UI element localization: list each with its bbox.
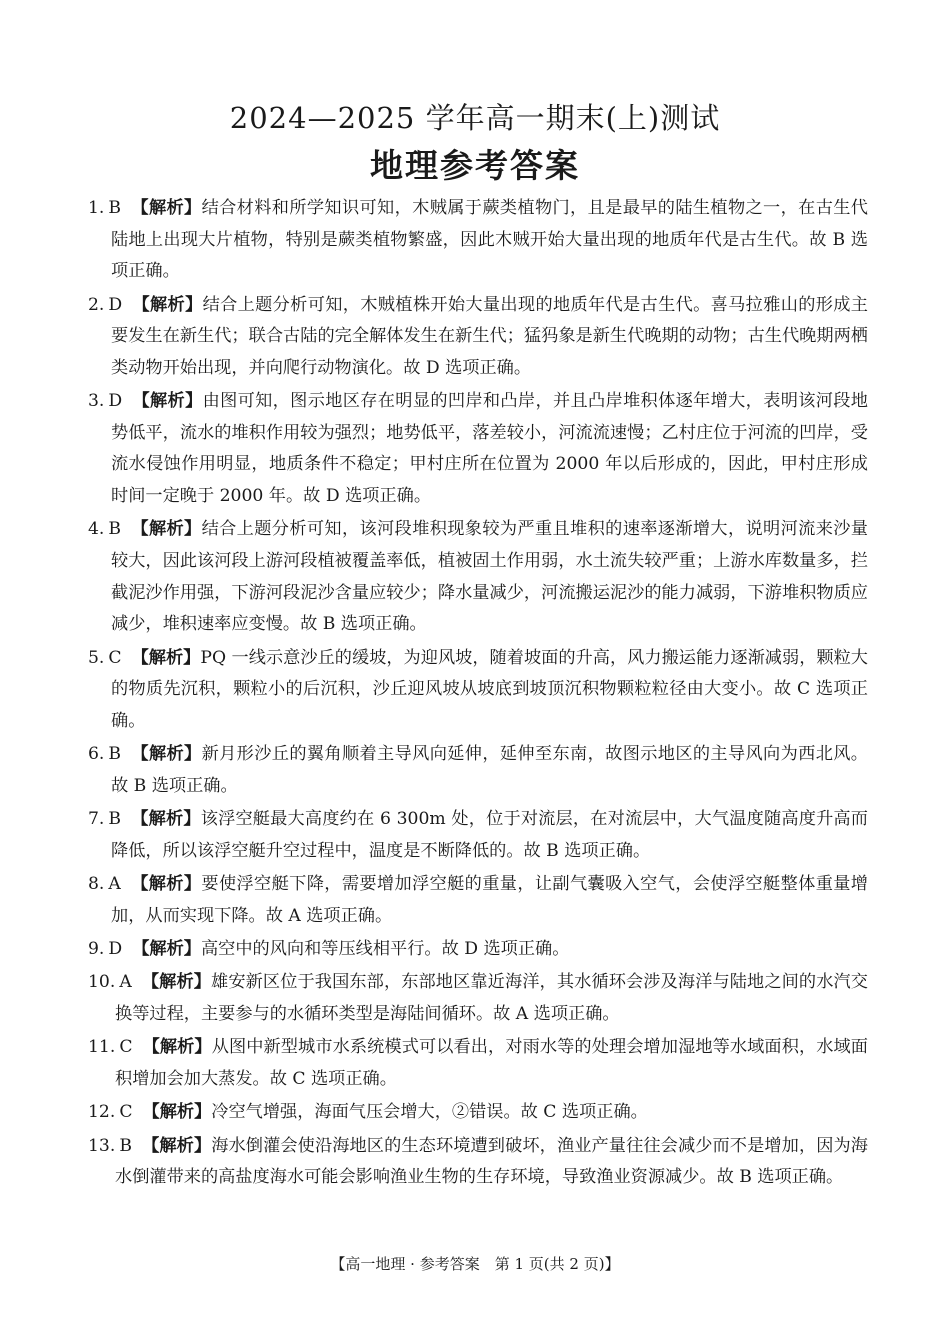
analysis-tag: 【解析】 — [142, 1037, 212, 1058]
answer-item — [88, 869, 868, 932]
answer-choice: B — [108, 744, 122, 765]
answer-paragraph — [88, 739, 868, 802]
page-subtitle: 地理参考答案 — [370, 146, 580, 185]
answer-paragraph — [88, 804, 868, 867]
analysis-tag: 【解析】 — [131, 519, 202, 540]
answer-choice: C — [119, 1037, 133, 1058]
answer-paragraph — [88, 1097, 868, 1129]
answer-item — [88, 1131, 868, 1194]
answer-number: 1. — [88, 198, 105, 218]
analysis-text: PQ 一线示意沙丘的缓坡，为迎风坡，随着坡面的升高，风力搬运能力逐渐减弱，颗粒大的物质先沉积，颗粒小的后沉积，沙丘迎风坡从坡底到坡顶沉积物颗粒粒径由大变小。故 C 选项正确。 — [111, 647, 868, 731]
analysis-tag: 【解析】 — [142, 1102, 212, 1123]
answer-number: 3. — [88, 391, 105, 412]
answer-choice: B — [119, 1135, 132, 1156]
answer-item — [88, 193, 868, 288]
analysis-text: 该浮空艇最大高度约在 6 300m 处，位于对流层，在对流层中，大气温度随高度升高而降低，所以该浮空艇升空过程中，温度是不断降低的。故 B 选项正确。 — [111, 809, 868, 861]
analysis-text: 从图中新型城市水系统模式可以看出，对雨水等的处理会增加湿地等水域面积，水域面积增加会加大蒸发。故 C 选项正确。 — [115, 1037, 868, 1089]
answer-paragraph — [88, 643, 868, 738]
answer-number: 2. — [88, 294, 105, 315]
answer-item — [88, 290, 868, 385]
analysis-text: 结合上题分析可知，该河段堆积现象较为严重且堆积的速率逐渐增大，说明河流来沙量较大，因此该河段上游河段植被覆盖率低，植被固土作用弱，水土流失较严重；上游水库数量多，拦截泥沙作用强，下游河段泥沙含量应较少；降水量减少，河流搬运泥沙的能力减弱，下游堆积物质应减少，堆积速率应变慢。故 B 选项正确。 — [111, 519, 868, 635]
answer-choice: C — [119, 1102, 133, 1123]
analysis-text: 要使浮空艇下降，需要增加浮空艇的重量，让副气囊吸入空气，会使浮空艇整体重量增加，从而实现下降。故 A 选项正确。 — [111, 874, 868, 926]
analysis-tag: 【解析】 — [132, 391, 203, 412]
answer-number: 12. — [88, 1102, 116, 1123]
answer-number: 8. — [88, 874, 105, 895]
answer-choice: B — [108, 809, 122, 830]
analysis-text: 雄安新区位于我国东部，东部地区靠近海洋，其水循环会涉及海洋与陆地之间的水汽交换等过程，主要参与的水循环类型是海陆间循环。故 A 选项正确。 — [115, 972, 868, 1025]
answer-paragraph — [88, 514, 868, 640]
answer-number: 9. — [88, 939, 105, 960]
answer-item — [88, 643, 868, 738]
page-title: 2024—2025 学年高一期末(上)测试 — [229, 101, 721, 135]
answer-number: 7. — [88, 809, 105, 830]
analysis-text: 高空中的风向和等压线相平行。故 D 选项正确。 — [200, 939, 570, 960]
analysis-tag: 【解析】 — [141, 972, 212, 993]
analysis-text: 冷空气增强，海面气压会增大，②错误。故 C 选项正确。 — [211, 1102, 648, 1123]
answer-list — [88, 193, 868, 1196]
answer-paragraph — [88, 1032, 868, 1095]
answer-choice: D — [108, 294, 123, 315]
answer-item — [88, 967, 868, 1030]
answer-number: 6. — [88, 744, 105, 765]
analysis-tag: 【解析】 — [131, 198, 202, 218]
answer-item — [88, 514, 868, 640]
analysis-tag: 【解析】 — [132, 939, 201, 960]
analysis-text: 海水倒灌会使沿海地区的生态环境遭到破坏，渔业产量往往会减少而不是增加，因为海水倒灌带来的高盐度海水可能会影响渔业生物的生存环境，导致渔业资源减少。故 B 选项正确。 — [115, 1135, 868, 1188]
answer-choice: A — [119, 972, 132, 993]
answer-number: 5. — [88, 647, 105, 668]
answer-item — [88, 1032, 868, 1095]
analysis-text: 新月形沙丘的翼角顺着主导风向延伸，延伸至东南，故图示地区的主导风向为西北风。故 B 选项正确。 — [111, 744, 868, 796]
answer-item — [88, 1097, 868, 1129]
answer-choice: D — [108, 391, 123, 412]
analysis-tag: 【解析】 — [132, 294, 203, 315]
answer-paragraph — [88, 386, 868, 512]
analysis-text: 结合上题分析可知，木贼植株开始大量出现的地质年代是古生代。喜马拉雅山的形成主要发生在新生代；联合古陆的完全解体发生在新生代；猛犸象是新生代晚期的动物；古生代晚期两栖类动物开始出现，并向爬行动物演化。故 D 选项正确。 — [111, 294, 868, 378]
page-footer: 【高一地理 · 参考答案 第 1 页(共 2 页)】 — [330, 1255, 620, 1273]
answer-choice: A — [108, 874, 121, 895]
analysis-tag: 【解析】 — [141, 1135, 212, 1156]
answer-choice: D — [108, 939, 123, 960]
answer-paragraph — [88, 193, 868, 288]
analysis-tag: 【解析】 — [131, 647, 201, 668]
answer-item — [88, 739, 868, 802]
answer-choice: B — [108, 198, 122, 218]
answer-number: 13. — [88, 1135, 116, 1156]
analysis-tag: 【解析】 — [130, 874, 202, 895]
answer-paragraph — [88, 869, 868, 932]
answer-paragraph — [88, 934, 868, 966]
answer-number: 11. — [88, 1037, 116, 1058]
answer-number: 4. — [88, 519, 105, 540]
answer-choice: C — [108, 647, 122, 668]
analysis-tag: 【解析】 — [131, 744, 202, 765]
analysis-text: 由图可知，图示地区存在明显的凹岸和凸岸，并且凸岸堆积体逐年增大，表明该河段地势低平，流水的堆积作用较为强烈；地势低平，落差较小，河流流速慢；乙村庄位于河流的凹岸，受流水侵蚀作用明显，地质条件不稳定；甲村庄所在位置为 2000 年以后形成的，因此，甲村庄形成时间一定晚于 2000 年。故 D 选项正确。 — [111, 391, 868, 506]
analysis-text: 结合材料和所学知识可知，木贼属于蕨类植物门，且是最早的陆生植物之一，在古生代陆地上出现大片植物，特别是蕨类植物繁盛，因此木贼开始大量出现的地质年代是古生代。故 B 选项正确。 — [111, 198, 868, 282]
answer-paragraph — [88, 1131, 868, 1194]
answer-item — [88, 386, 868, 512]
answer-paragraph — [88, 967, 868, 1030]
answer-choice: B — [108, 519, 122, 540]
answer-paragraph — [88, 290, 868, 385]
answer-item — [88, 934, 868, 966]
answer-number: 10. — [88, 972, 116, 993]
analysis-tag: 【解析】 — [131, 809, 201, 830]
answer-item — [88, 804, 868, 867]
